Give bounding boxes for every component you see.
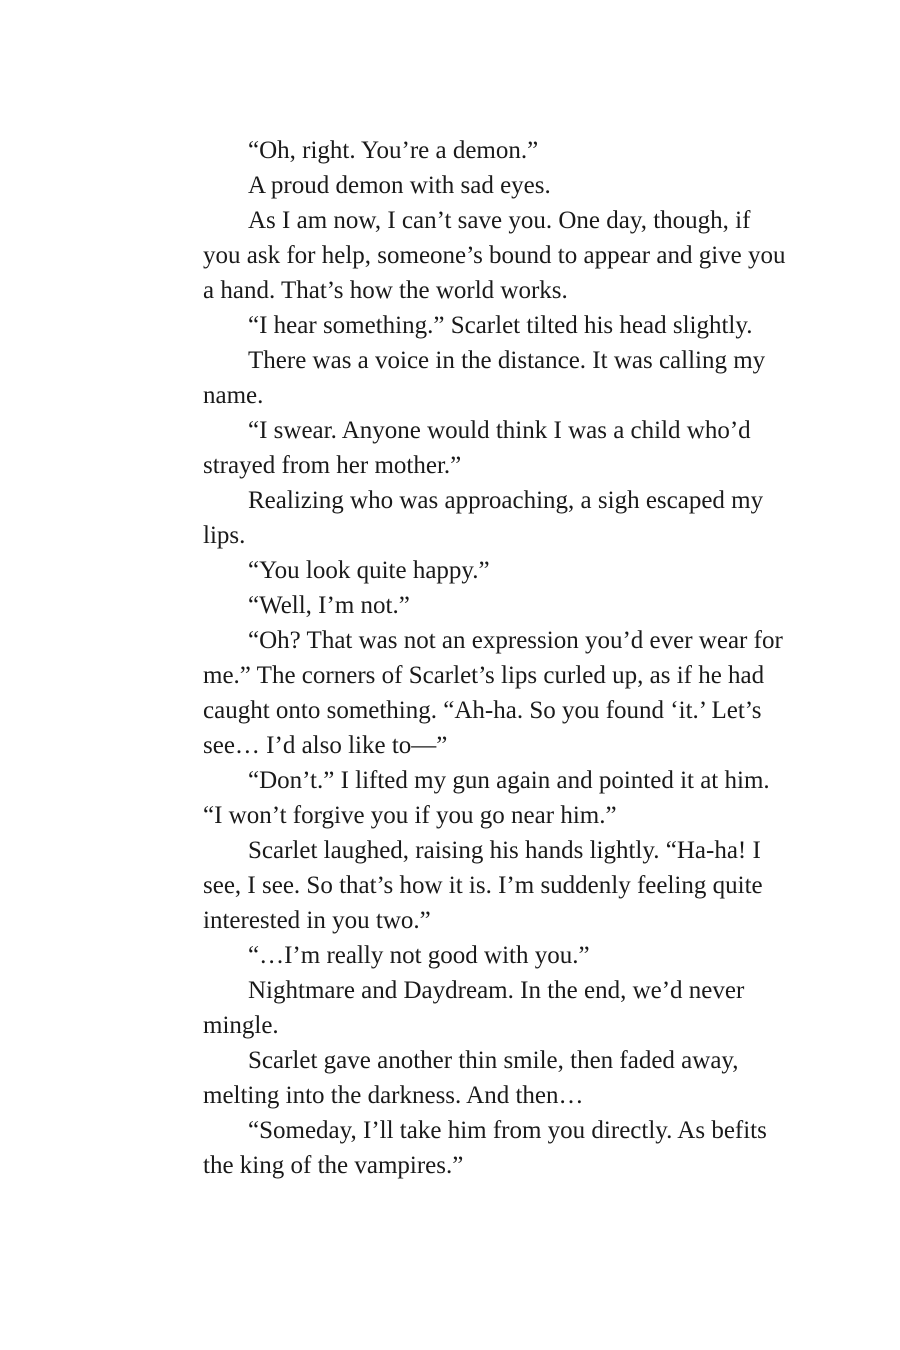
paragraph-13: “…I’m really not good with you.” xyxy=(248,942,590,969)
paragraph-7: Realizing who was approaching, a sigh escaped my lips. xyxy=(203,487,764,549)
paragraph-9: “Well, I’m not.” xyxy=(248,592,410,619)
paragraph-3: As I am now, I can’t save you. One day, though, if you ask for help, someone’s bound to appear and give you a hand. That’s how the world works. xyxy=(203,207,786,304)
paragraph-5: There was a voice in the distance. It was calling my name. xyxy=(203,347,766,409)
paragraph-1: “Oh, right. You’re a demon.” xyxy=(248,137,539,164)
paragraph-8: “You look quite happy.” xyxy=(248,557,490,584)
paragraph-14: Nightmare and Daydream. In the end, we’d never mingle. xyxy=(203,977,745,1039)
page-text xyxy=(203,133,793,1183)
paragraph-6: “I swear. Anyone would think I was a child who’d strayed from her mother.” xyxy=(203,417,751,479)
paragraph-2: A proud demon with sad eyes. xyxy=(248,172,551,199)
paragraph-4: “I hear something.” Scarlet tilted his head slightly. xyxy=(248,312,753,339)
paragraph-11: “Don’t.” I lifted my gun again and pointed it at him. “I won’t forgive you if you go near him.” xyxy=(203,767,770,829)
paragraph-15: Scarlet gave another thin smile, then faded away, melting into the darkness. And then… xyxy=(203,1047,739,1109)
paragraph-10: “Oh? That was not an expression you’d ever wear for me.” The corners of Scarlet’s lips curled up, as if he had caught onto something. “Ah-ha. So you found ‘it.’ Let’s see… I’d also like to—” xyxy=(203,627,783,759)
paragraph-16: “Someday, I’ll take him from you directly. As befits the king of the vampires.” xyxy=(203,1117,767,1179)
paragraph-12: Scarlet laughed, raising his hands lightly. “Ha-ha! I see, I see. So that’s how it is. I’m suddenly feeling quite interested in you two.” xyxy=(203,837,763,934)
